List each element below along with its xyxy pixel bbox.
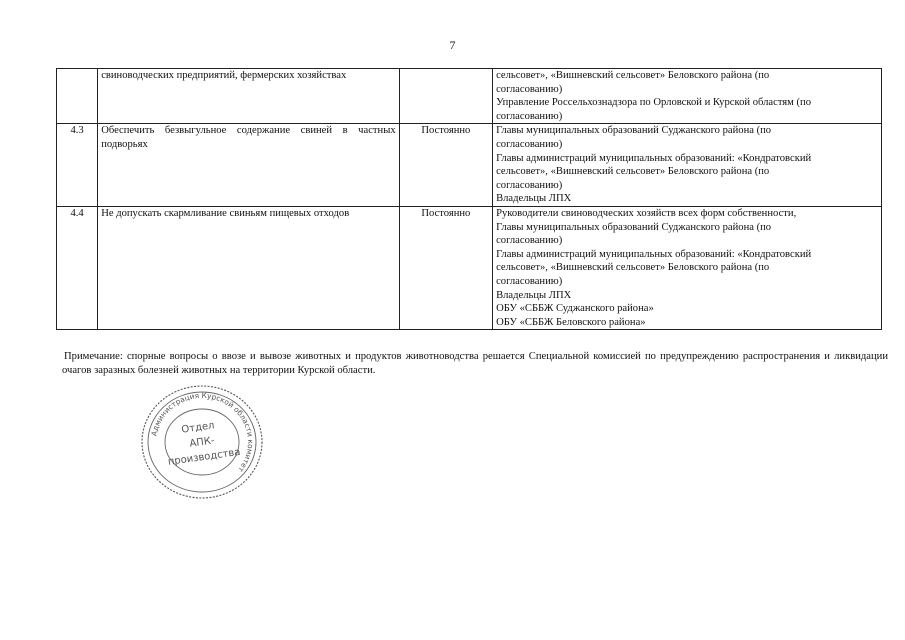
responsible-line: Владельцы ЛПХ <box>496 193 572 205</box>
responsible-line: сельсовет», «Вишневский сельсовет» Беловского района (по <box>496 166 770 178</box>
stamp-center-line: АПК- <box>188 435 216 450</box>
responsible-line: согласованию) <box>496 235 563 247</box>
official-stamp <box>138 383 266 501</box>
responsible-line: Руководители свиноводческих хозяйств всех форм собственности, <box>496 207 797 219</box>
responsible-line: ОБУ «СББЖ Беловского района» <box>496 316 646 328</box>
responsible-line: согласованию) <box>496 179 563 191</box>
row-term: Постоянно <box>399 206 492 329</box>
responsible-line: Главы муниципальных образований Суджанского района (по <box>496 125 772 137</box>
stamp-ring-text: Администрация Курской области комитет <box>149 390 256 474</box>
row-term <box>399 69 492 124</box>
table-row <box>57 206 882 329</box>
responsible-line: ОБУ «СББЖ Суджанского района» <box>496 303 654 315</box>
row-action: Обеспечить безвыгульное содержание свиней в частных подворьях <box>98 124 399 207</box>
row-number: 4.3 <box>57 124 98 207</box>
stamp-center-line: Отдел <box>180 420 216 436</box>
row-responsible <box>493 124 882 207</box>
row-responsible <box>493 206 882 329</box>
responsible-line: согласованию) <box>496 275 563 287</box>
stamp-center-line: производства <box>167 446 242 468</box>
measures-table <box>56 68 882 330</box>
row-number <box>57 69 98 124</box>
row-action: Не допускать скармливание свиньям пищевых отходов <box>98 206 399 329</box>
page-number: 7 <box>449 38 456 52</box>
row-responsible <box>493 69 882 124</box>
row-number: 4.4 <box>57 206 98 329</box>
note-text: Примечание: спорные вопросы о ввозе и вывозе животных и продуктов животноводства решается Специальной комиссией по предупреждению распространения и ликвидации очагов заразных болезней животных на территории Курской области. <box>62 351 888 376</box>
responsible-line: Главы администраций муниципальных образований: «Кондратовский <box>496 152 812 164</box>
responsible-line: согласованию) <box>496 110 563 122</box>
responsible-line: согласованию) <box>496 138 563 150</box>
responsible-line: Управление Россельхознадзора по Орловской и Курской областям (по <box>496 97 812 109</box>
responsible-line: Главы администраций муниципальных образований: «Кондратовский <box>496 248 812 260</box>
row-term: Постоянно <box>399 124 492 207</box>
responsible-line: согласованию) <box>496 83 563 95</box>
responsible-line: Главы муниципальных образований Суджанского района (по <box>496 221 772 233</box>
responsible-line: сельсовет», «Вишневский сельсовет» Беловского района (по <box>496 262 770 274</box>
row-action: свиноводческих предприятий, фермерских хозяйствах <box>98 69 399 124</box>
responsible-line: Владельцы ЛПХ <box>496 289 572 301</box>
responsible-line: сельсовет», «Вишневский сельсовет» Беловского района (по <box>496 70 770 81</box>
table-row <box>57 124 882 207</box>
table-row <box>57 69 882 124</box>
